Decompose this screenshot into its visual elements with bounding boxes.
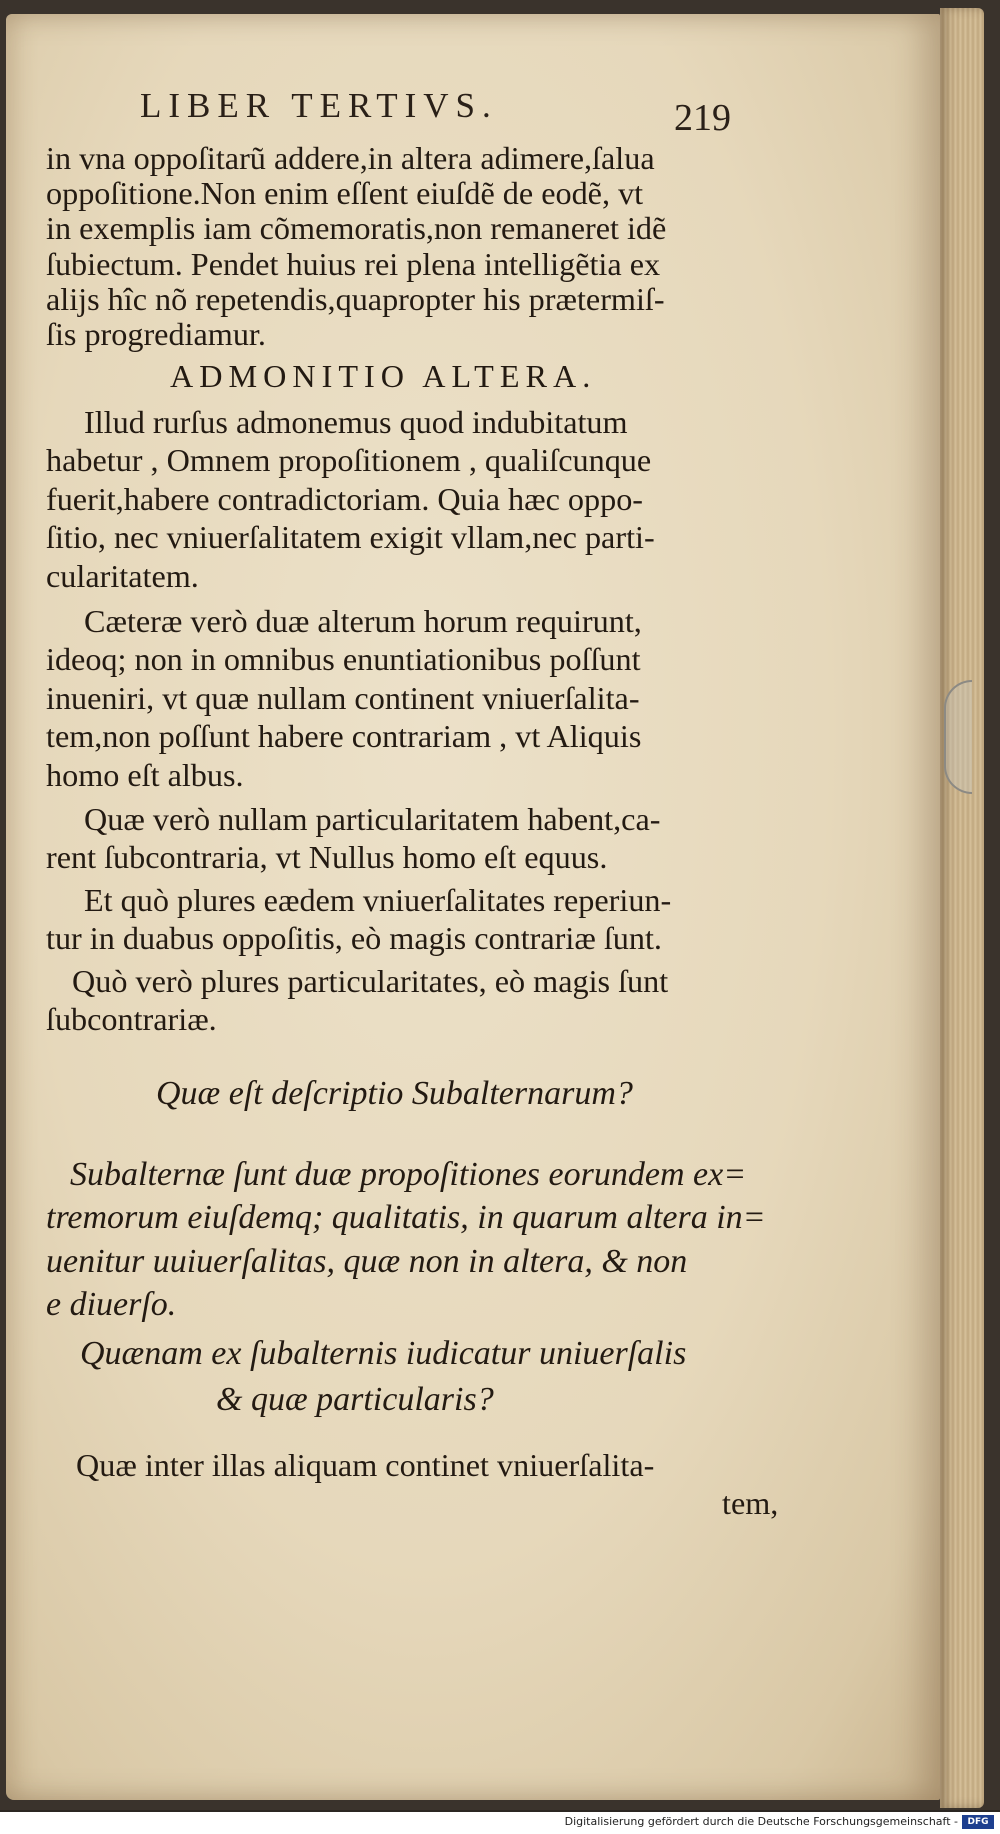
text-line: habetur , Omnem propoſitionem , qualiſcunque <box>46 442 652 478</box>
section-heading: ADMONITIO ALTERA. <box>170 358 597 394</box>
running-head: LIBER TERTIVS. <box>140 86 498 125</box>
text-line: Quò verò plures particularitates, eò magis ſunt <box>72 963 669 999</box>
question-heading: Quænam ex ſubalternis iudicatur uniuerſalis <box>80 1335 687 1372</box>
question-heading: & quæ particularis? <box>216 1381 494 1418</box>
text-line: inueniri, vt quæ nullam continent vniuerſalita- <box>46 680 640 716</box>
text-line: tur in duabus oppoſitis, eò magis contrariæ ſunt. <box>46 920 662 956</box>
text-line: cularitatem. <box>46 558 199 594</box>
page-number: 219 <box>674 97 731 139</box>
question-heading: Quæ eſt deſcriptio Subalternarum? <box>156 1075 633 1112</box>
text-line: rent ſubcontraria, vt Nullus homo eſt equus. <box>46 839 608 875</box>
italic-line: tremorum eiuſdemq; qualitatis, in quarum altera in= <box>46 1199 766 1236</box>
italic-line: e diuerſo. <box>46 1286 177 1323</box>
text-line: tem,non poſſunt habere contrariam , vt Aliquis <box>46 718 642 754</box>
text-line: alijs hîc nõ repetendis,quapropter his prætermiſ- <box>46 281 665 317</box>
footer-bar <box>0 1812 1000 1834</box>
text-line: Cæteræ verò duæ alterum horum requirunt, <box>84 603 642 639</box>
text-line: ſis progrediamur. <box>46 316 266 352</box>
italic-line: uenitur uuiuerſalitas, quæ non in altera, & non <box>46 1243 688 1280</box>
text-line: ideoq; non in omnibus enuntiationibus poſſunt <box>46 641 641 677</box>
text-line: ſubiectum. Pendet huius rei plena intelligẽtia ex <box>46 246 661 282</box>
text-line: ſitio, nec vniuerſalitatem exigit vllam,nec parti- <box>46 519 655 555</box>
text-line: Illud rurſus admonemus quod indubitatum <box>84 404 628 440</box>
text-line: Quæ inter illas aliquam continet vniuerſalita- <box>76 1447 655 1483</box>
dfg-logo: DFG <box>962 1815 994 1829</box>
text-line: fuerit,habere contradictoriam. Quia hæc oppo- <box>46 481 644 517</box>
text-line: Quæ verò nullam particularitatem habent,ca- <box>84 801 661 837</box>
text-line: in vna oppoſitarũ addere,in altera adimere,ſalua <box>46 140 655 176</box>
text-line: in exemplis iam cõmemoratis,non remaneret idẽ <box>46 210 667 246</box>
page-clip <box>944 680 972 794</box>
catchword: tem, <box>722 1485 779 1521</box>
text-line: ſubcontrariæ. <box>46 1001 217 1037</box>
italic-line: Subalternæ ſunt duæ propoſitiones eorundem ex= <box>70 1156 747 1193</box>
text-line: homo eſt albus. <box>46 757 244 793</box>
digitization-credit: Digitalisierung gefördert durch die Deutsche Forschungsgemeinschaft - <box>564 1815 958 1828</box>
text-line: oppoſitione.Non enim eſſent eiuſdẽ de eodẽ, vt <box>46 175 644 211</box>
text-line: Et quò plures eædem vniuerſalitates reperiun- <box>84 882 672 918</box>
page-edges <box>940 8 984 1808</box>
